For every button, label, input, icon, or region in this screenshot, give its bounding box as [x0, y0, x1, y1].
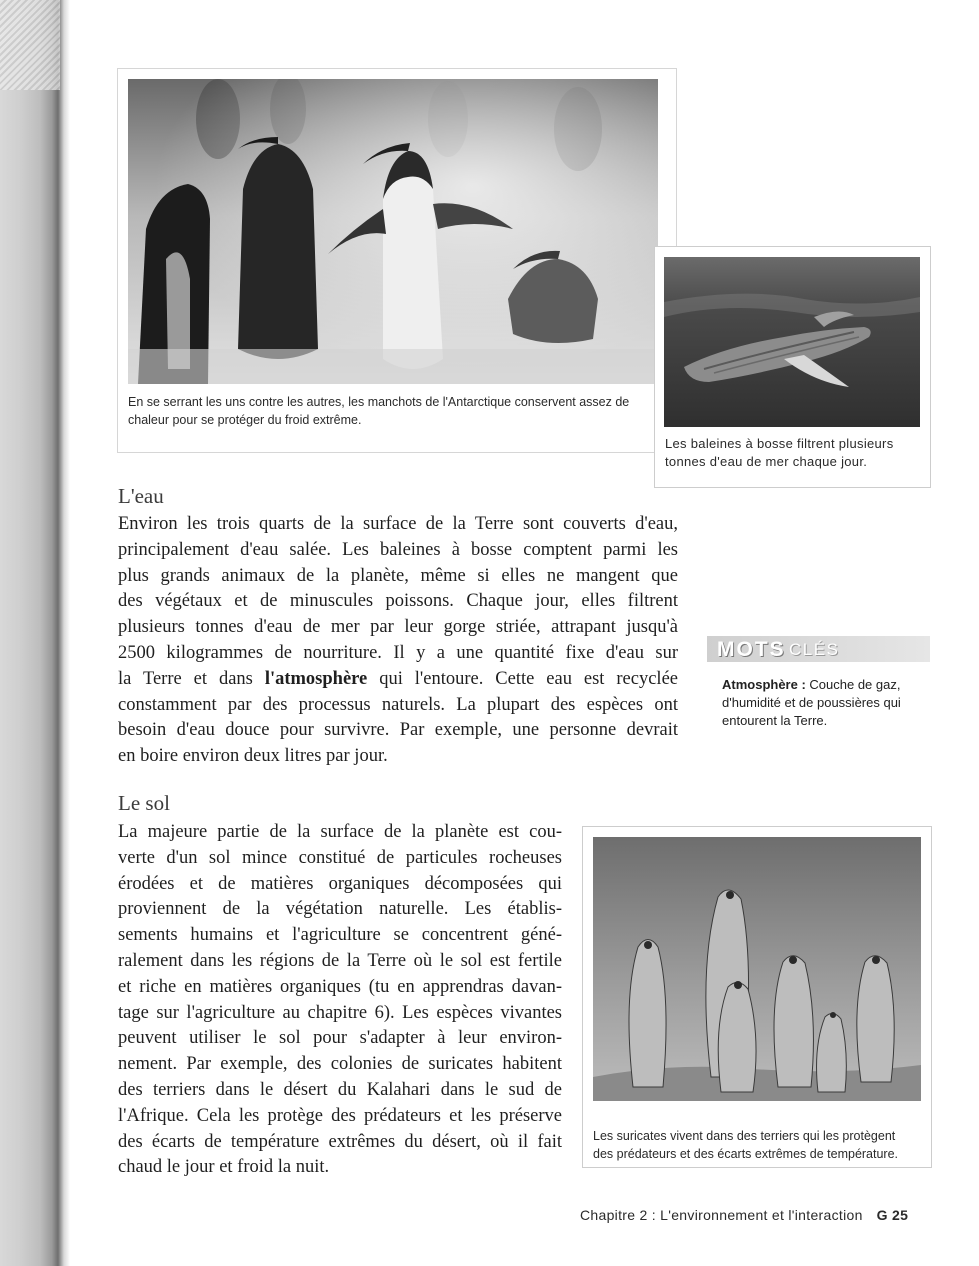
section-heading-sol: Le sol [118, 791, 170, 815]
sol-paragraph [118, 820, 562, 1181]
eau-line: constamment par des processus naturels. La plupart des espèces ont [118, 694, 678, 715]
penguin-figure [117, 68, 677, 453]
eau-line: des végétaux et de minuscules poissons. Chaque jour, elles filtrent [118, 591, 678, 612]
meerkat-photo [593, 837, 921, 1101]
meerkat-caption [593, 1127, 929, 1163]
mots-cles-label-2: CLÉS [789, 640, 840, 659]
section-heading-eau: L'eau [118, 484, 164, 508]
eau-line: principalement d'eau salée. Les baleines à bosse comptent parmi les [118, 539, 678, 560]
eau-paragraph [118, 512, 678, 770]
sol-line: des écarts de température extrêmes du désert, où il fait [118, 1131, 562, 1152]
eau-line: Environ les trois quarts de la surface de la Terre sont couverts d'eau, [118, 514, 678, 534]
sol-line: et riche en matières organiques (tu en apprendras davan- [118, 976, 562, 997]
sol-line: La majeure partie de la surface de la planète est cou- [118, 822, 562, 842]
meerkat-figure [582, 826, 932, 1168]
sol-line: ralement dans les régions de la Terre où le sol est fertile [118, 950, 562, 971]
penguin-caption: En se serrant les uns contre les autres, les manchots de l'Antarctique conservent assez de chaleur pour se protéger du froid extrême. [128, 395, 630, 427]
eau-line: 2500 kilogrammes de nourriture. Il y a une quantité fixe d'eau sur [118, 642, 678, 663]
page-number: G 25 [876, 1207, 909, 1223]
eau-line: en boire environ deux litres par jour. [118, 746, 388, 767]
sol-line: l'Afrique. Cela les protège des prédateurs et les préserve [118, 1105, 562, 1126]
whale-figure [654, 246, 931, 488]
eau-text: la Terre et dans [118, 668, 265, 689]
keyword-definition [722, 676, 927, 730]
sol-line: des terriers dans le désert du Kalahari dans le sud de [118, 1079, 562, 1100]
mots-cles-label: MOTS [717, 638, 786, 661]
sol-line: nement. Par exemple, des colonies de suricates habitent [118, 1054, 562, 1075]
meerkat-caption-line-1: Les suricates vivent dans des terriers qui les protègent [593, 1129, 896, 1143]
meerkat-caption-line-2: des prédateurs et des écarts extrêmes de température. [593, 1147, 899, 1161]
mots-cles-banner [707, 636, 930, 662]
sol-line: tage sur l'agriculture au chapitre 6). Les espèces vivantes [118, 1002, 562, 1023]
sol-line: verte d'un sol mince constitué de particules rocheuses [118, 847, 562, 868]
eau-line: plus grands animaux de la planète, même si elles ne mangent que [118, 565, 678, 586]
definition-term: Atmosphère : [722, 677, 806, 692]
scan-artifact [0, 0, 60, 90]
whale-caption [665, 435, 927, 471]
book-spine-shadow [0, 0, 70, 1266]
chapter-title: Chapitre 2 : L'environnement et l'interaction [580, 1207, 863, 1223]
sol-line: érodées et de matières organiques décomposées qui [118, 873, 562, 894]
definition-text: Couche de gaz, d'humidité et de poussières qui entourent la Terre. [722, 677, 901, 728]
sol-line: sements humains et l'agriculture se concentrent géné- [118, 925, 562, 946]
eau-line-with-keyword [118, 667, 678, 693]
sol-line: proviennent de la végétation naturelle. Les établis- [118, 899, 562, 920]
keyword-atmosphere: l'atmosphère [264, 668, 368, 689]
eau-text: qui l'entoure. Cette eau est recyclée [367, 668, 678, 689]
eau-line: besoin d'eau douce pour survivre. Par exemple, une personne devrait [118, 720, 678, 741]
penguin-photo [128, 79, 658, 384]
sol-line: chaud le jour et froid la nuit. [118, 1157, 330, 1178]
eau-line: plusieurs tonnes d'eau de mer par leur gorge striée, attrapant jusqu'à [118, 617, 678, 638]
whale-photo [664, 257, 920, 427]
whale-caption-line-1: Les baleines à bosse filtrent plusieurs [665, 436, 894, 451]
whale-caption-line-2: tonnes d'eau de mer chaque jour. [665, 454, 868, 469]
sol-line: peuvent utiliser le sol pour s'adapter à leur environ- [118, 1028, 562, 1049]
page-footer [580, 1207, 908, 1223]
